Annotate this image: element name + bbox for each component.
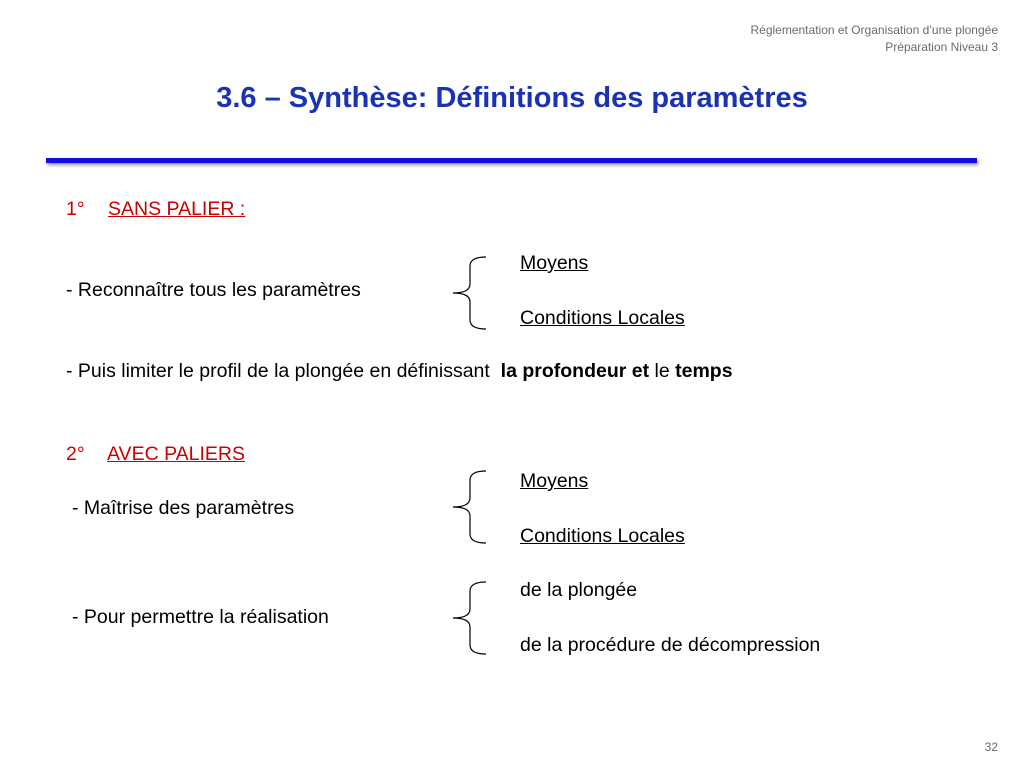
- section1-option-moyens: Moyens: [520, 252, 589, 274]
- section2-number: 2°: [66, 443, 85, 465]
- section1-item2-text: - Puis limiter le profil de la plongée en définissant: [66, 360, 490, 382]
- section2-heading: AVEC PALIERS: [107, 443, 245, 465]
- section2-item2-label: - Pour permettre la réalisation: [72, 606, 329, 628]
- brace-icon: [450, 581, 490, 655]
- section2-option-conditions: Conditions Locales: [520, 525, 685, 547]
- section2-option-moyens: Moyens: [520, 470, 589, 492]
- header-note: [750, 22, 998, 56]
- slide-title: 3.6 – Synthèse: Définitions des paramètres: [216, 82, 808, 114]
- section2-item1-label: - Maîtrise des paramètres: [72, 497, 295, 519]
- section1-item2: [66, 359, 733, 383]
- section1-option-conditions: Conditions Locales: [520, 307, 685, 329]
- title-divider: [46, 158, 977, 163]
- section1-item2-bold1: la profondeur et: [500, 360, 650, 382]
- section1-item2-bold2: temps: [675, 360, 733, 382]
- brace-icon: [450, 470, 490, 544]
- section2-option-decompression: de la procédure de décompression: [520, 634, 821, 656]
- section2-option-plongee: de la plongée: [520, 579, 638, 601]
- section1-number: 1°: [66, 198, 85, 220]
- section1-heading: SANS PALIER :: [108, 198, 246, 220]
- header-line-1: Réglementation et Organisation d’une plongée: [750, 23, 998, 37]
- section1-item1-label: - Reconnaître tous les paramètres: [66, 279, 361, 301]
- page-number: 32: [984, 740, 998, 754]
- section1-item2-plain: le: [654, 360, 670, 382]
- brace-icon: [450, 256, 490, 330]
- header-line-2: Préparation Niveau 3: [885, 40, 998, 54]
